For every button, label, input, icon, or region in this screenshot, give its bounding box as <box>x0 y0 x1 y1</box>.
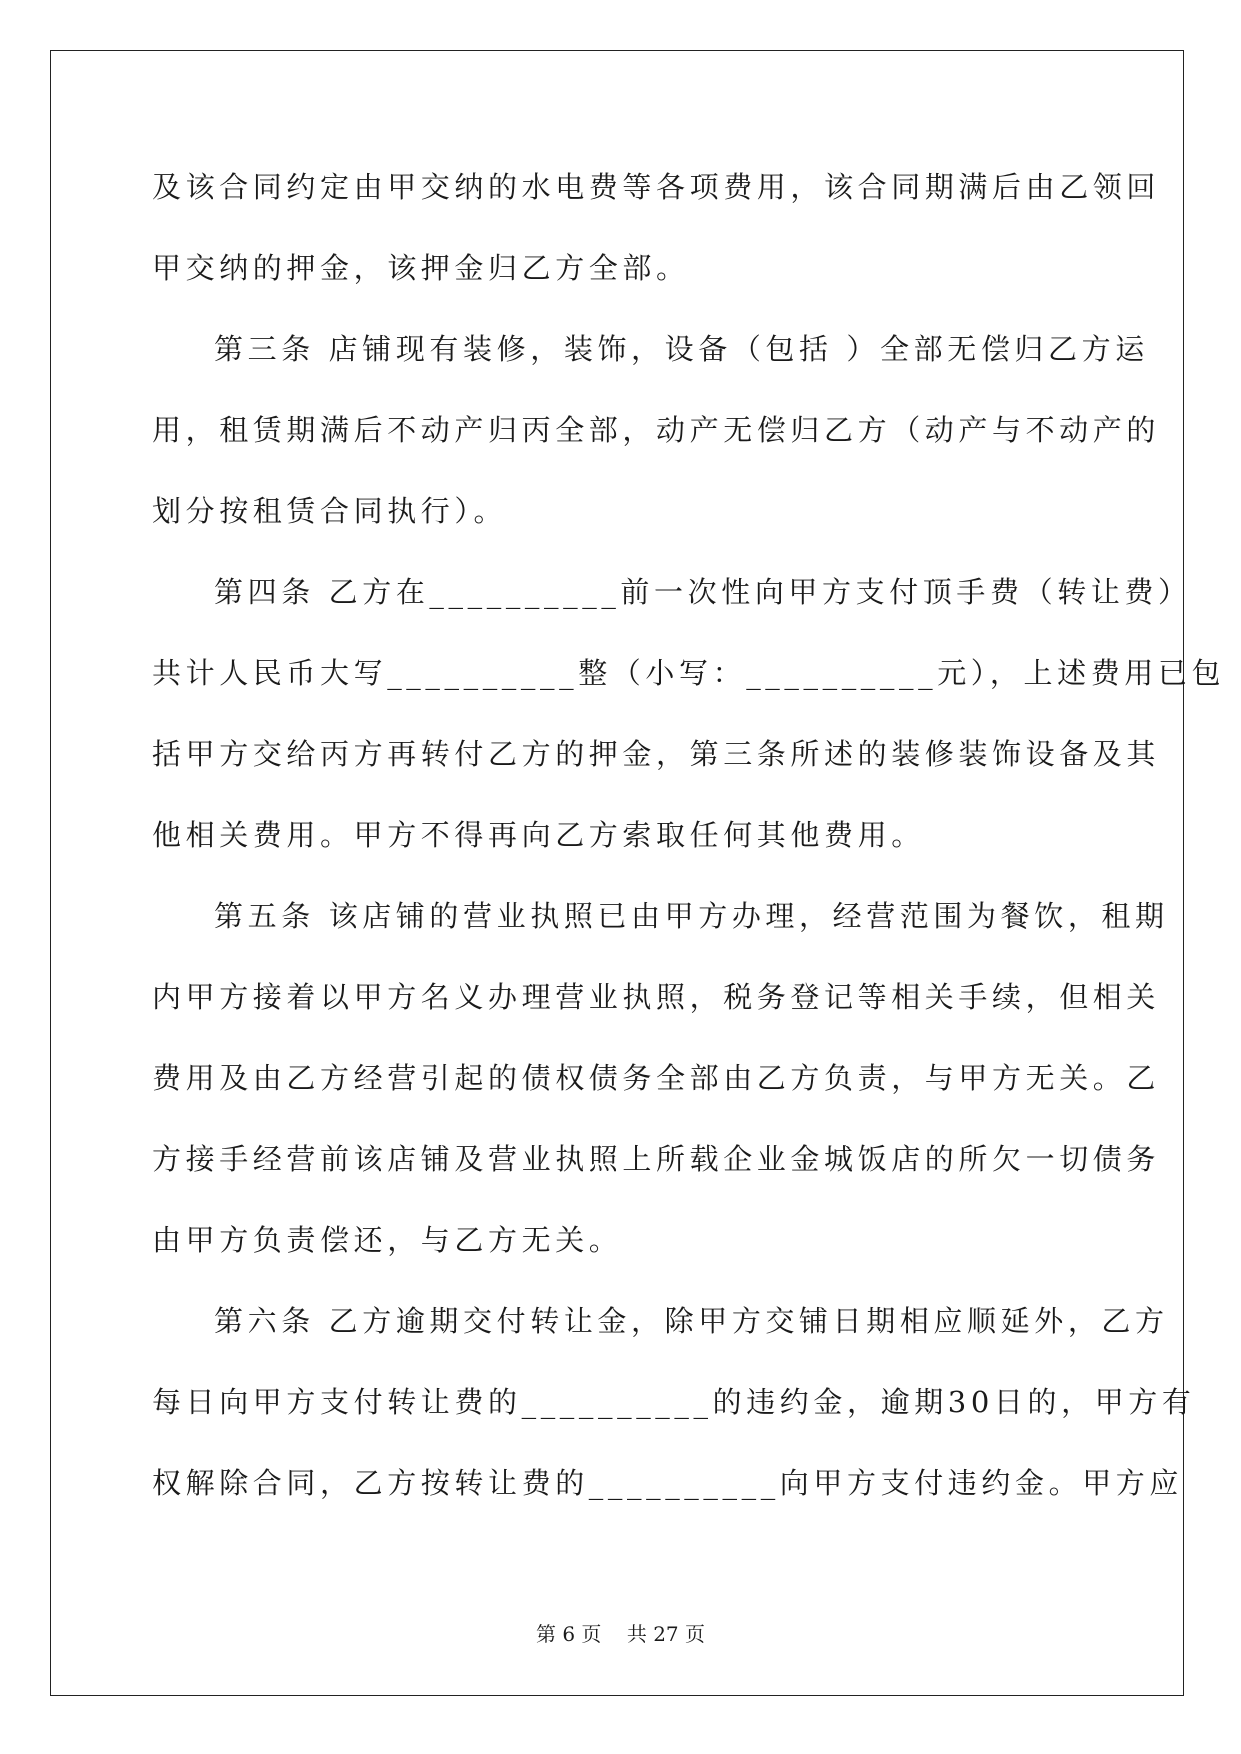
text-line: 每日向甲方支付转让费的__________的违约金，逾期30日的，甲方有 <box>152 1385 1196 1419</box>
text-line: 第四条 乙方在__________前一次性向甲方支付顶手费（转让费） <box>214 575 1192 609</box>
text-line: 共计人民币大写__________整（小写：__________元），上述费用已包 <box>152 656 1226 690</box>
text-line: 括甲方交给丙方再转付乙方的押金，第三条所述的装修装饰设备及其 <box>152 737 1161 771</box>
text-line: 及该合同约定由甲交纳的水电费等各项费用，该合同期满后由乙领回 <box>152 170 1161 204</box>
page-number-footer: 第 6 页 共 27 页 <box>535 1622 706 1646</box>
document-body <box>152 160 1226 1537</box>
text-line: 由甲方负责偿还，与乙方无关。 <box>152 1223 623 1257</box>
text-line: 权解除合同，乙方按转让费的__________向甲方支付违约金。甲方应 <box>152 1466 1184 1500</box>
text-line: 方接手经营前该店铺及营业执照上所载企业金城饭店的所欠一切债务 <box>152 1142 1161 1176</box>
text-line: 第六条 乙方逾期交付转让金，除甲方交铺日期相应顺延外，乙方 <box>214 1304 1169 1338</box>
text-line: 甲交纳的押金，该押金归乙方全部。 <box>152 251 690 285</box>
text-line: 划分按租赁合同执行）。 <box>152 494 508 528</box>
text-line: 用，租赁期满后不动产归丙全部，动产无偿归乙方（动产与不动产的 <box>152 413 1161 447</box>
text-line: 第三条 店铺现有装修，装饰，设备（包括 ）全部无偿归乙方运 <box>214 332 1149 366</box>
text-line: 内甲方接着以甲方名义办理营业执照，税务登记等相关手续，但相关 <box>152 980 1161 1014</box>
text-line: 第五条 该店铺的营业执照已由甲方办理，经营范围为餐饮，租期 <box>214 899 1169 933</box>
text-line: 他相关费用。甲方不得再向乙方索取任何其他费用。 <box>152 818 925 852</box>
text-line: 费用及由乙方经营引起的债权债务全部由乙方负责，与甲方无关。乙 <box>152 1061 1161 1095</box>
